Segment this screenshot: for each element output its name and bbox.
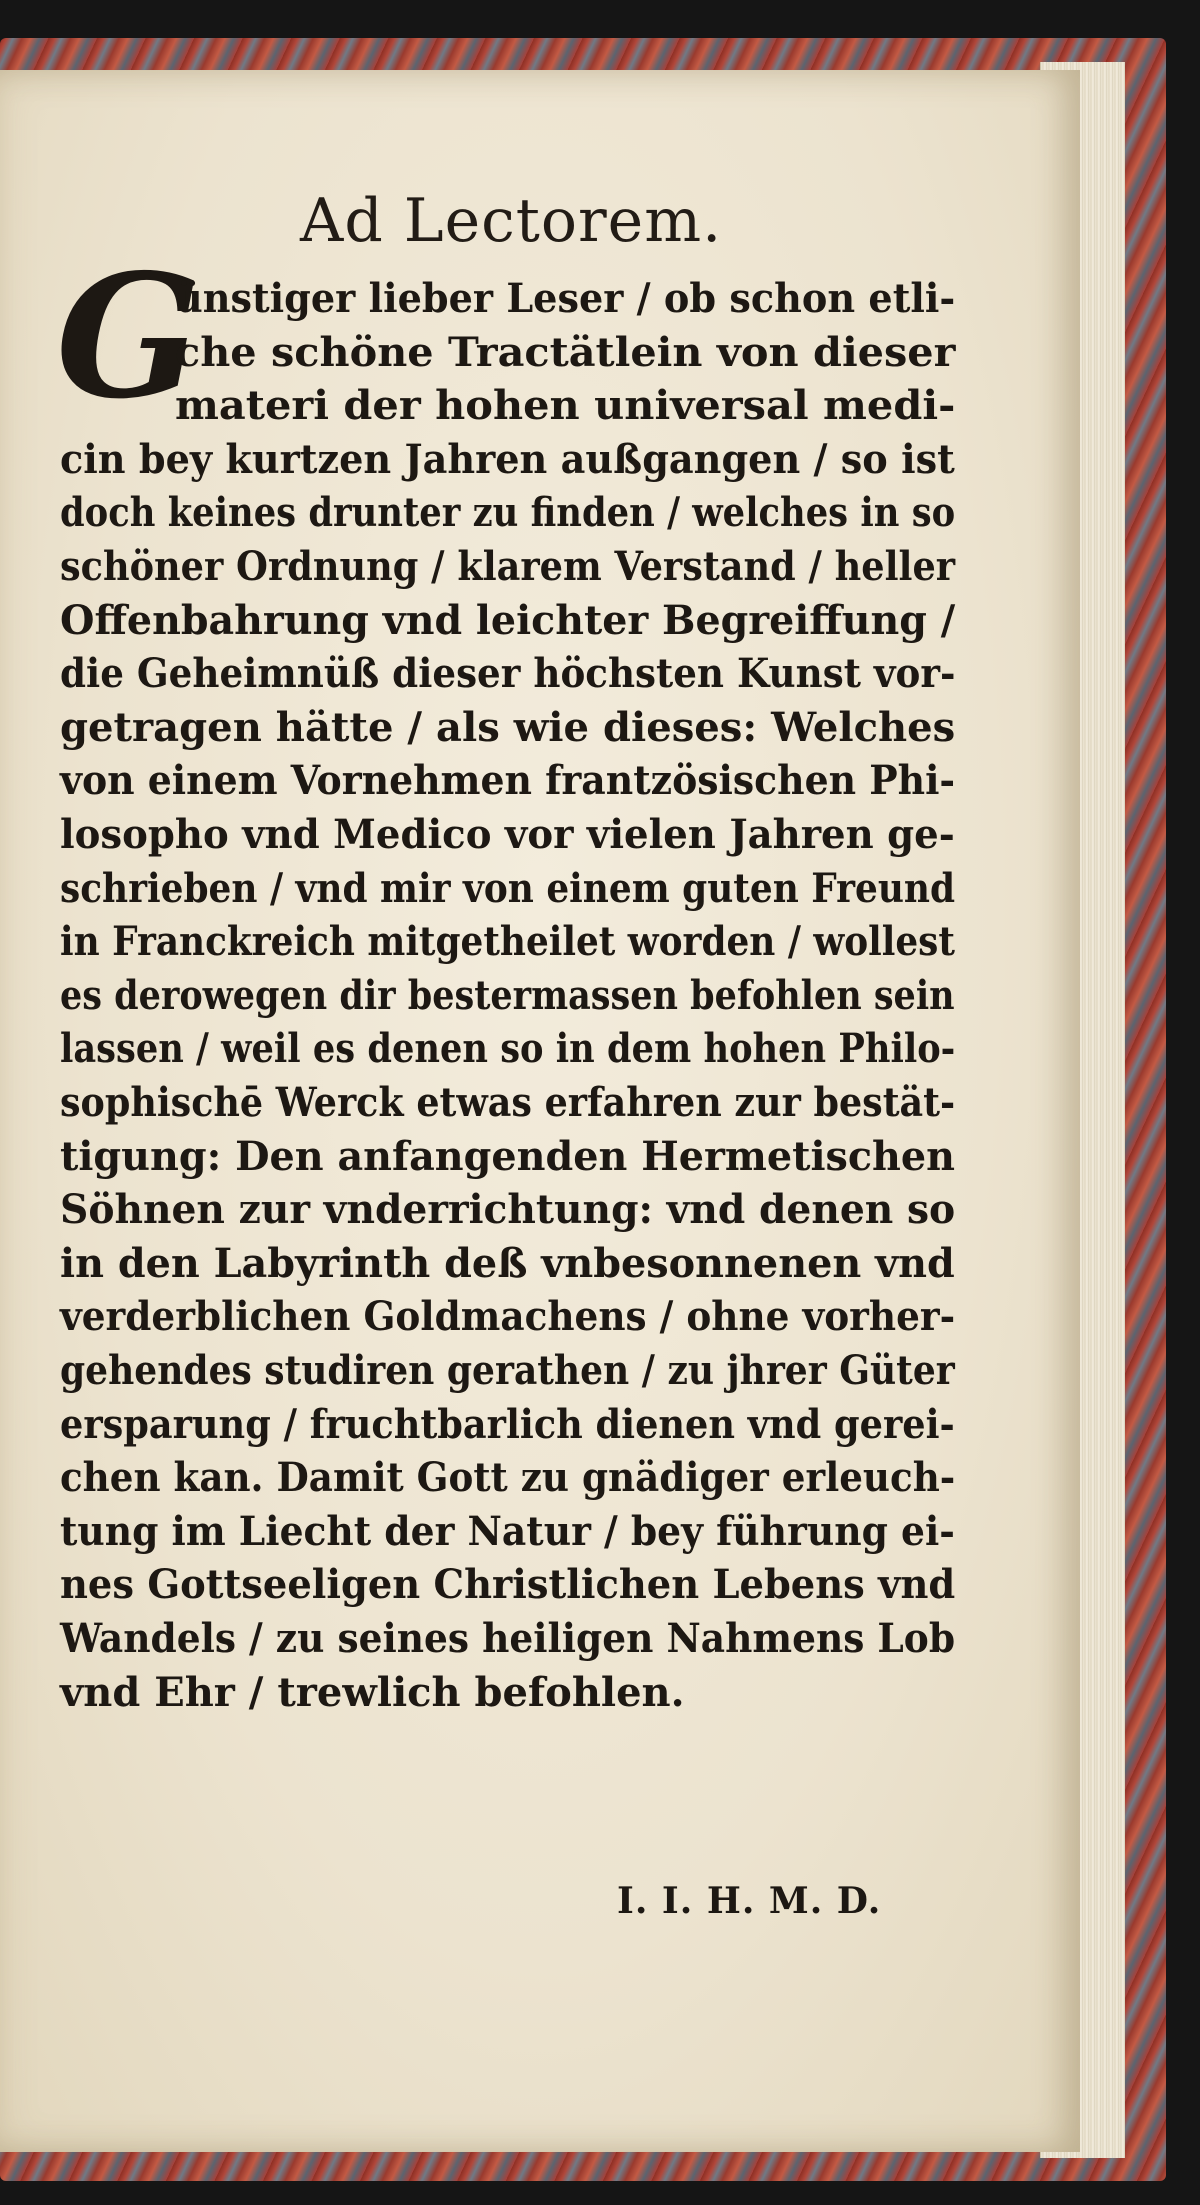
- text-line: gehendes studiren gerathen / zu jhrer Güter: [60, 1347, 955, 1394]
- text-line: getragen hätte / als wie dieses: Welches: [60, 703, 956, 751]
- text-line: materi der hohen universal medi-: [175, 382, 956, 430]
- text-line: ersparung / fruchtbarlich dienen vnd gerei-: [60, 1400, 955, 1448]
- text-line: tung im Liecht der Natur / bey führung ei-: [60, 1507, 955, 1555]
- text-line: verderblichen Goldmachens / ohne vorher-: [60, 1293, 956, 1341]
- text-line: sophischē Werck etwas erfahren zur bestät-: [60, 1079, 956, 1126]
- page-heading: Ad Lectorem.: [300, 186, 723, 256]
- book-page: [0, 70, 1080, 2152]
- text-line: schrieben / vnd mir von einem guten Freund: [60, 864, 956, 912]
- text-line: vnd Ehr / trewlich befohlen.: [60, 1668, 685, 1716]
- text-line: doch keines drunter zu finden / welches in so: [60, 489, 956, 537]
- text-line: nes Gottseeligen Christlichen Lebens vnd: [60, 1561, 956, 1609]
- text-line: von einem Vornehmen frantzösischen Phi-: [60, 757, 956, 805]
- text-line: Söhnen zur vnderrichtung: vnd denen so: [60, 1186, 956, 1234]
- text-line: schöner Ordnung / klarem Verstand / heller: [60, 543, 956, 590]
- text-line: Wandels / zu seines heiligen Nahmens Lob: [60, 1615, 956, 1662]
- text-line: Offenbahrung vnd leichter Begreiffung /: [60, 596, 956, 644]
- decorated-initial: G: [56, 237, 202, 437]
- text-line: es derowegen dir bestermassen befohlen sein: [60, 971, 955, 1019]
- text-line: cin bey kurtzen Jahren außgangen / so ist: [60, 435, 955, 483]
- text-line: in Franckreich mitgetheilet worden / wollest: [60, 918, 955, 966]
- text-line: lassen / weil es denen so in dem hohen Philo-: [60, 1025, 956, 1073]
- signature-initials: I. I. H. M. D.: [617, 1880, 882, 1922]
- text-line: chen kan. Damit Gott zu gnädiger erleuch-: [60, 1454, 956, 1502]
- text-line: in den Labyrinth deß vnbesonnenen vnd: [60, 1239, 955, 1287]
- text-line: ünstiger lieber Leser / ob schon etli-: [175, 275, 956, 322]
- text-line: che schöne Tractätlein von dieser: [175, 328, 956, 376]
- text-line: losopho vnd Medico vor vielen Jahren ge-: [60, 811, 955, 858]
- text-line: tigung: Den anfangenden Hermetischen: [60, 1132, 955, 1180]
- text-line: die Geheimnüß dieser höchsten Kunst vor-: [60, 650, 956, 698]
